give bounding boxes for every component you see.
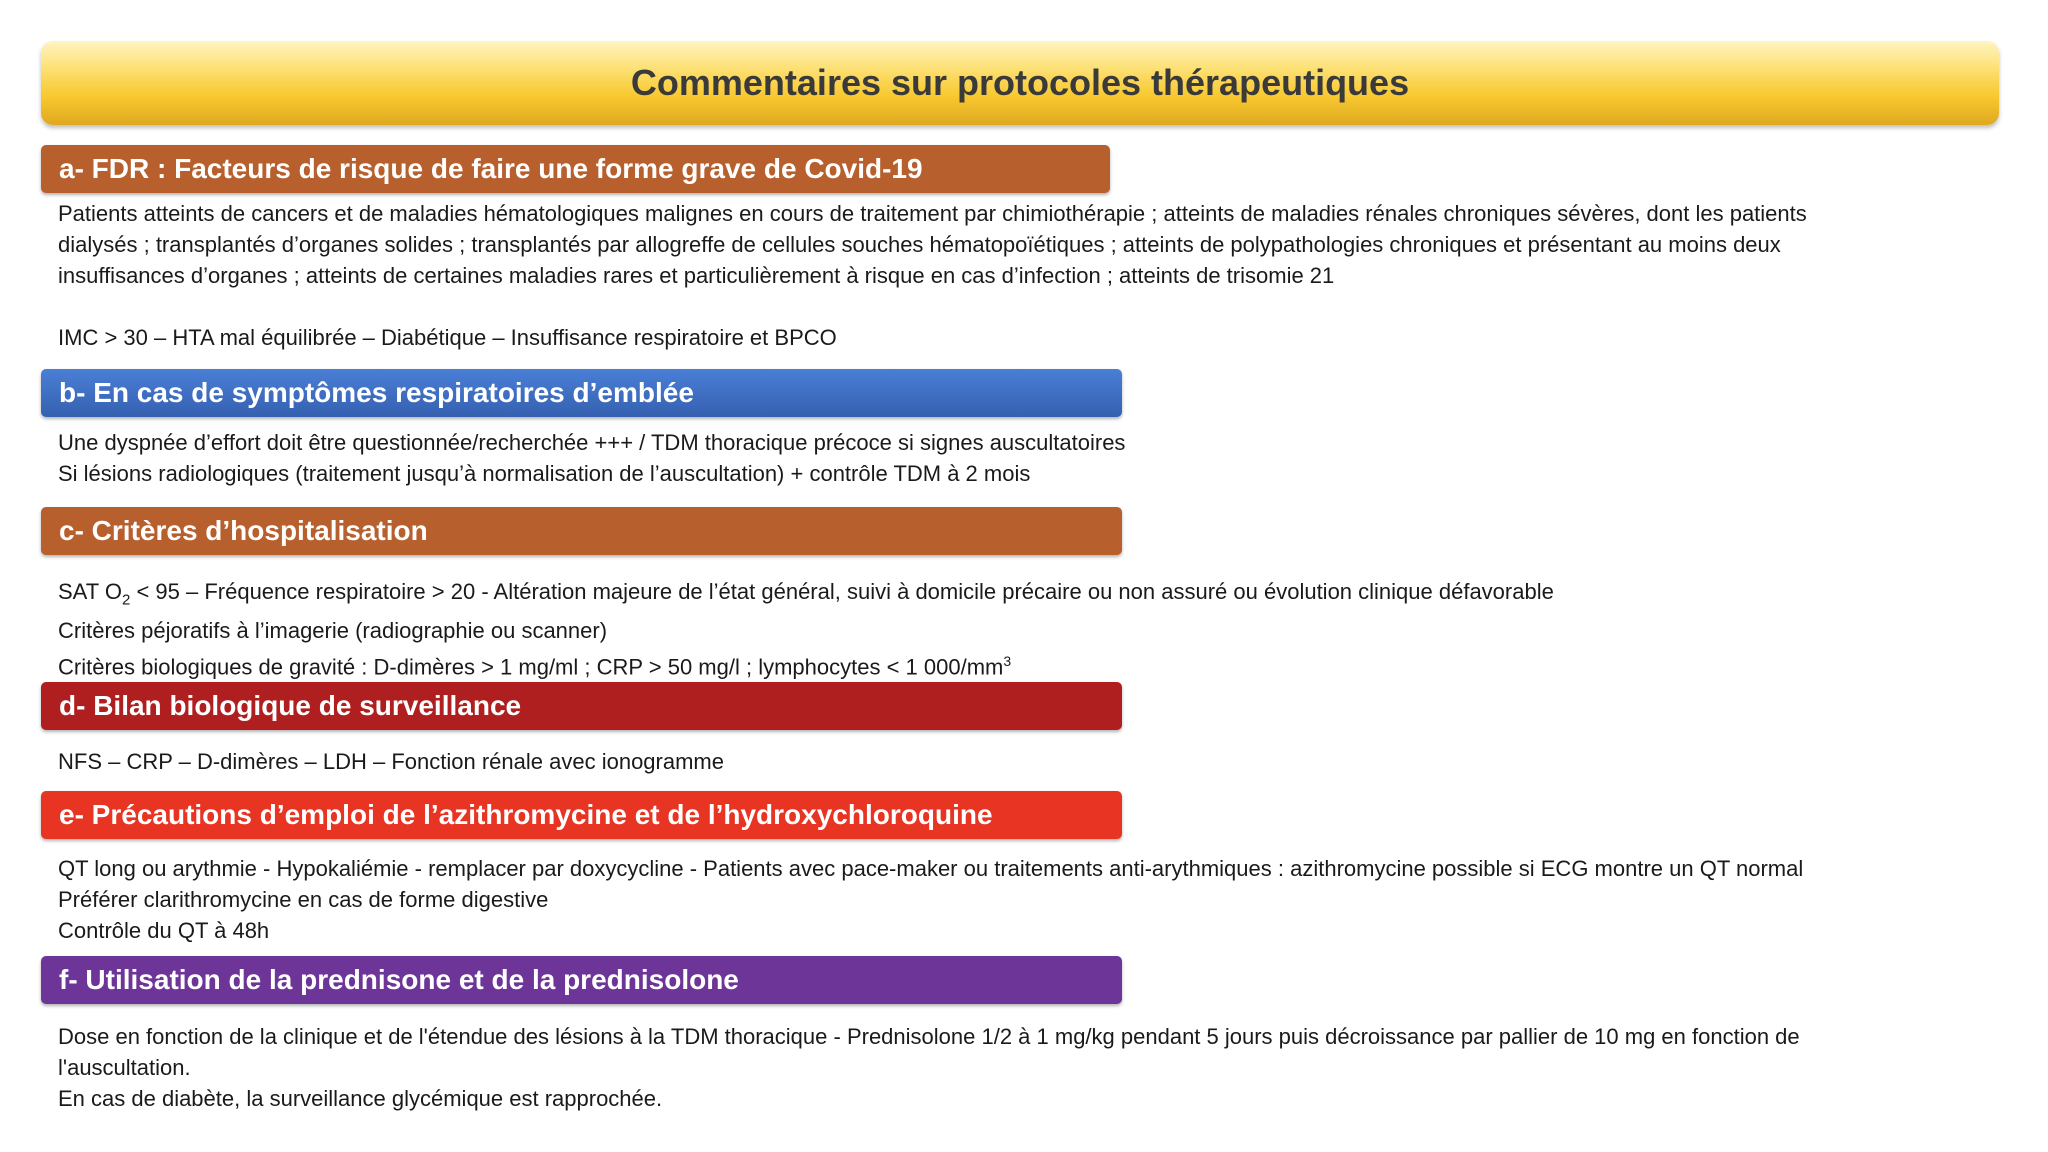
section-a-line: Patients atteints de cancers et de maladies hématologiques malignes en cours de traitement par chimiothérapie ; atteints de maladies rénales chroniques sévères, dont les patients bbox=[58, 201, 1807, 226]
section-a-header bbox=[41, 145, 1110, 193]
section-a-title: a- FDR : Facteurs de risque de faire une forme grave de Covid-19 bbox=[59, 153, 923, 184]
section-d-title: d- Bilan biologique de surveillance bbox=[59, 690, 522, 721]
section-e-header bbox=[41, 791, 1122, 839]
section-e-title: e- Précautions d’emploi de l’azithromycine et de l’hydroxychloroquine bbox=[59, 799, 993, 830]
section-f-body bbox=[58, 1021, 1800, 1114]
section-e-line: Contrôle du QT à 48h bbox=[58, 918, 270, 943]
section-b-header bbox=[41, 369, 1122, 417]
section-a-body bbox=[58, 198, 1807, 353]
section-b-line: Une dyspnée d’effort doit être questionnée/recherchée +++ / TDM thoracique précoce si signes auscultatoires bbox=[58, 430, 1126, 455]
section-d-line: NFS – CRP – D-dimères – LDH – Fonction rénale avec ionogramme bbox=[58, 749, 724, 774]
section-a-line: IMC > 30 – HTA mal équilibrée – Diabétique – Insuffisance respiratoire et BPCO bbox=[58, 325, 837, 350]
section-a-line: dialysés ; transplantés d’organes solides ; transplantés par allogreffe de cellules souches hématopoïétiques ; atteints de polypathologies chroniques et présentant au moins deux bbox=[58, 232, 1781, 257]
section-c-header bbox=[41, 507, 1122, 555]
o2-subscript: 2 bbox=[121, 591, 131, 609]
sat-label: SAT O bbox=[58, 579, 122, 604]
section-f-header bbox=[41, 956, 1122, 1004]
section-c-line-2: Critères péjoratifs à l’imagerie (radiographie ou scanner) bbox=[58, 618, 608, 644]
section-e-line: QT long ou arythmie - Hypokaliémie - remplacer par doxycycline - Patients avec pace-maker ou traitements anti-arythmiques : azithromycine possible si ECG montre un QT normal bbox=[58, 856, 1804, 881]
page-title: Commentaires sur protocoles thérapeutiques bbox=[630, 62, 1410, 103]
section-b-line: Si lésions radiologiques (traitement jusqu’à normalisation de l’auscultation) + contrôle TDM à 2 mois bbox=[58, 461, 1031, 486]
sat-criteria: < 95 – Fréquence respiratoire > 20 - Altération majeure de l’état général, suivi à domicile précaire ou non assuré ou évolution clinique défavorable bbox=[130, 579, 1554, 604]
bio-criteria: Critères biologiques de gravité : D-dimères > 1 mg/ml ; CRP > 50 mg/l ; lymphocytes < 1 000/mm bbox=[58, 654, 1004, 680]
section-e-body bbox=[58, 853, 1803, 946]
section-f-title: f- Utilisation de la prednisone et de la prednisolone bbox=[59, 964, 739, 995]
section-e-line: Préférer clarithromycine en cas de forme digestive bbox=[58, 887, 549, 912]
section-f-line: l'auscultation. bbox=[58, 1055, 191, 1080]
section-c-title: c- Critères d’hospitalisation bbox=[59, 515, 428, 546]
section-b-title: b- En cas de symptômes respiratoires d’emblée bbox=[59, 377, 694, 408]
section-c-line-1 bbox=[58, 576, 1554, 615]
section-d-body bbox=[58, 746, 724, 777]
section-c-line-3 bbox=[58, 646, 1554, 682]
section-f-line: Dose en fonction de la clinique et de l'étendue des lésions à la TDM thoracique - Prednisolone 1/2 à 1 mg/kg pendant 5 jours puis décroissance par pallier de 10 mg en fonction de bbox=[58, 1024, 1800, 1049]
section-d-header bbox=[41, 682, 1122, 730]
section-b-body bbox=[58, 427, 1125, 489]
section-f-line: En cas de diabète, la surveillance glycémique est rapprochée. bbox=[58, 1086, 663, 1111]
section-a-line: insuffisances d’organes ; atteints de certaines maladies rares et particulièrement à risque en cas d’infection ; atteints de trisomie 21 bbox=[58, 263, 1335, 288]
page-title-banner bbox=[41, 41, 1999, 125]
mm3-superscript: 3 bbox=[1003, 653, 1012, 670]
section-c-body bbox=[58, 576, 1554, 683]
